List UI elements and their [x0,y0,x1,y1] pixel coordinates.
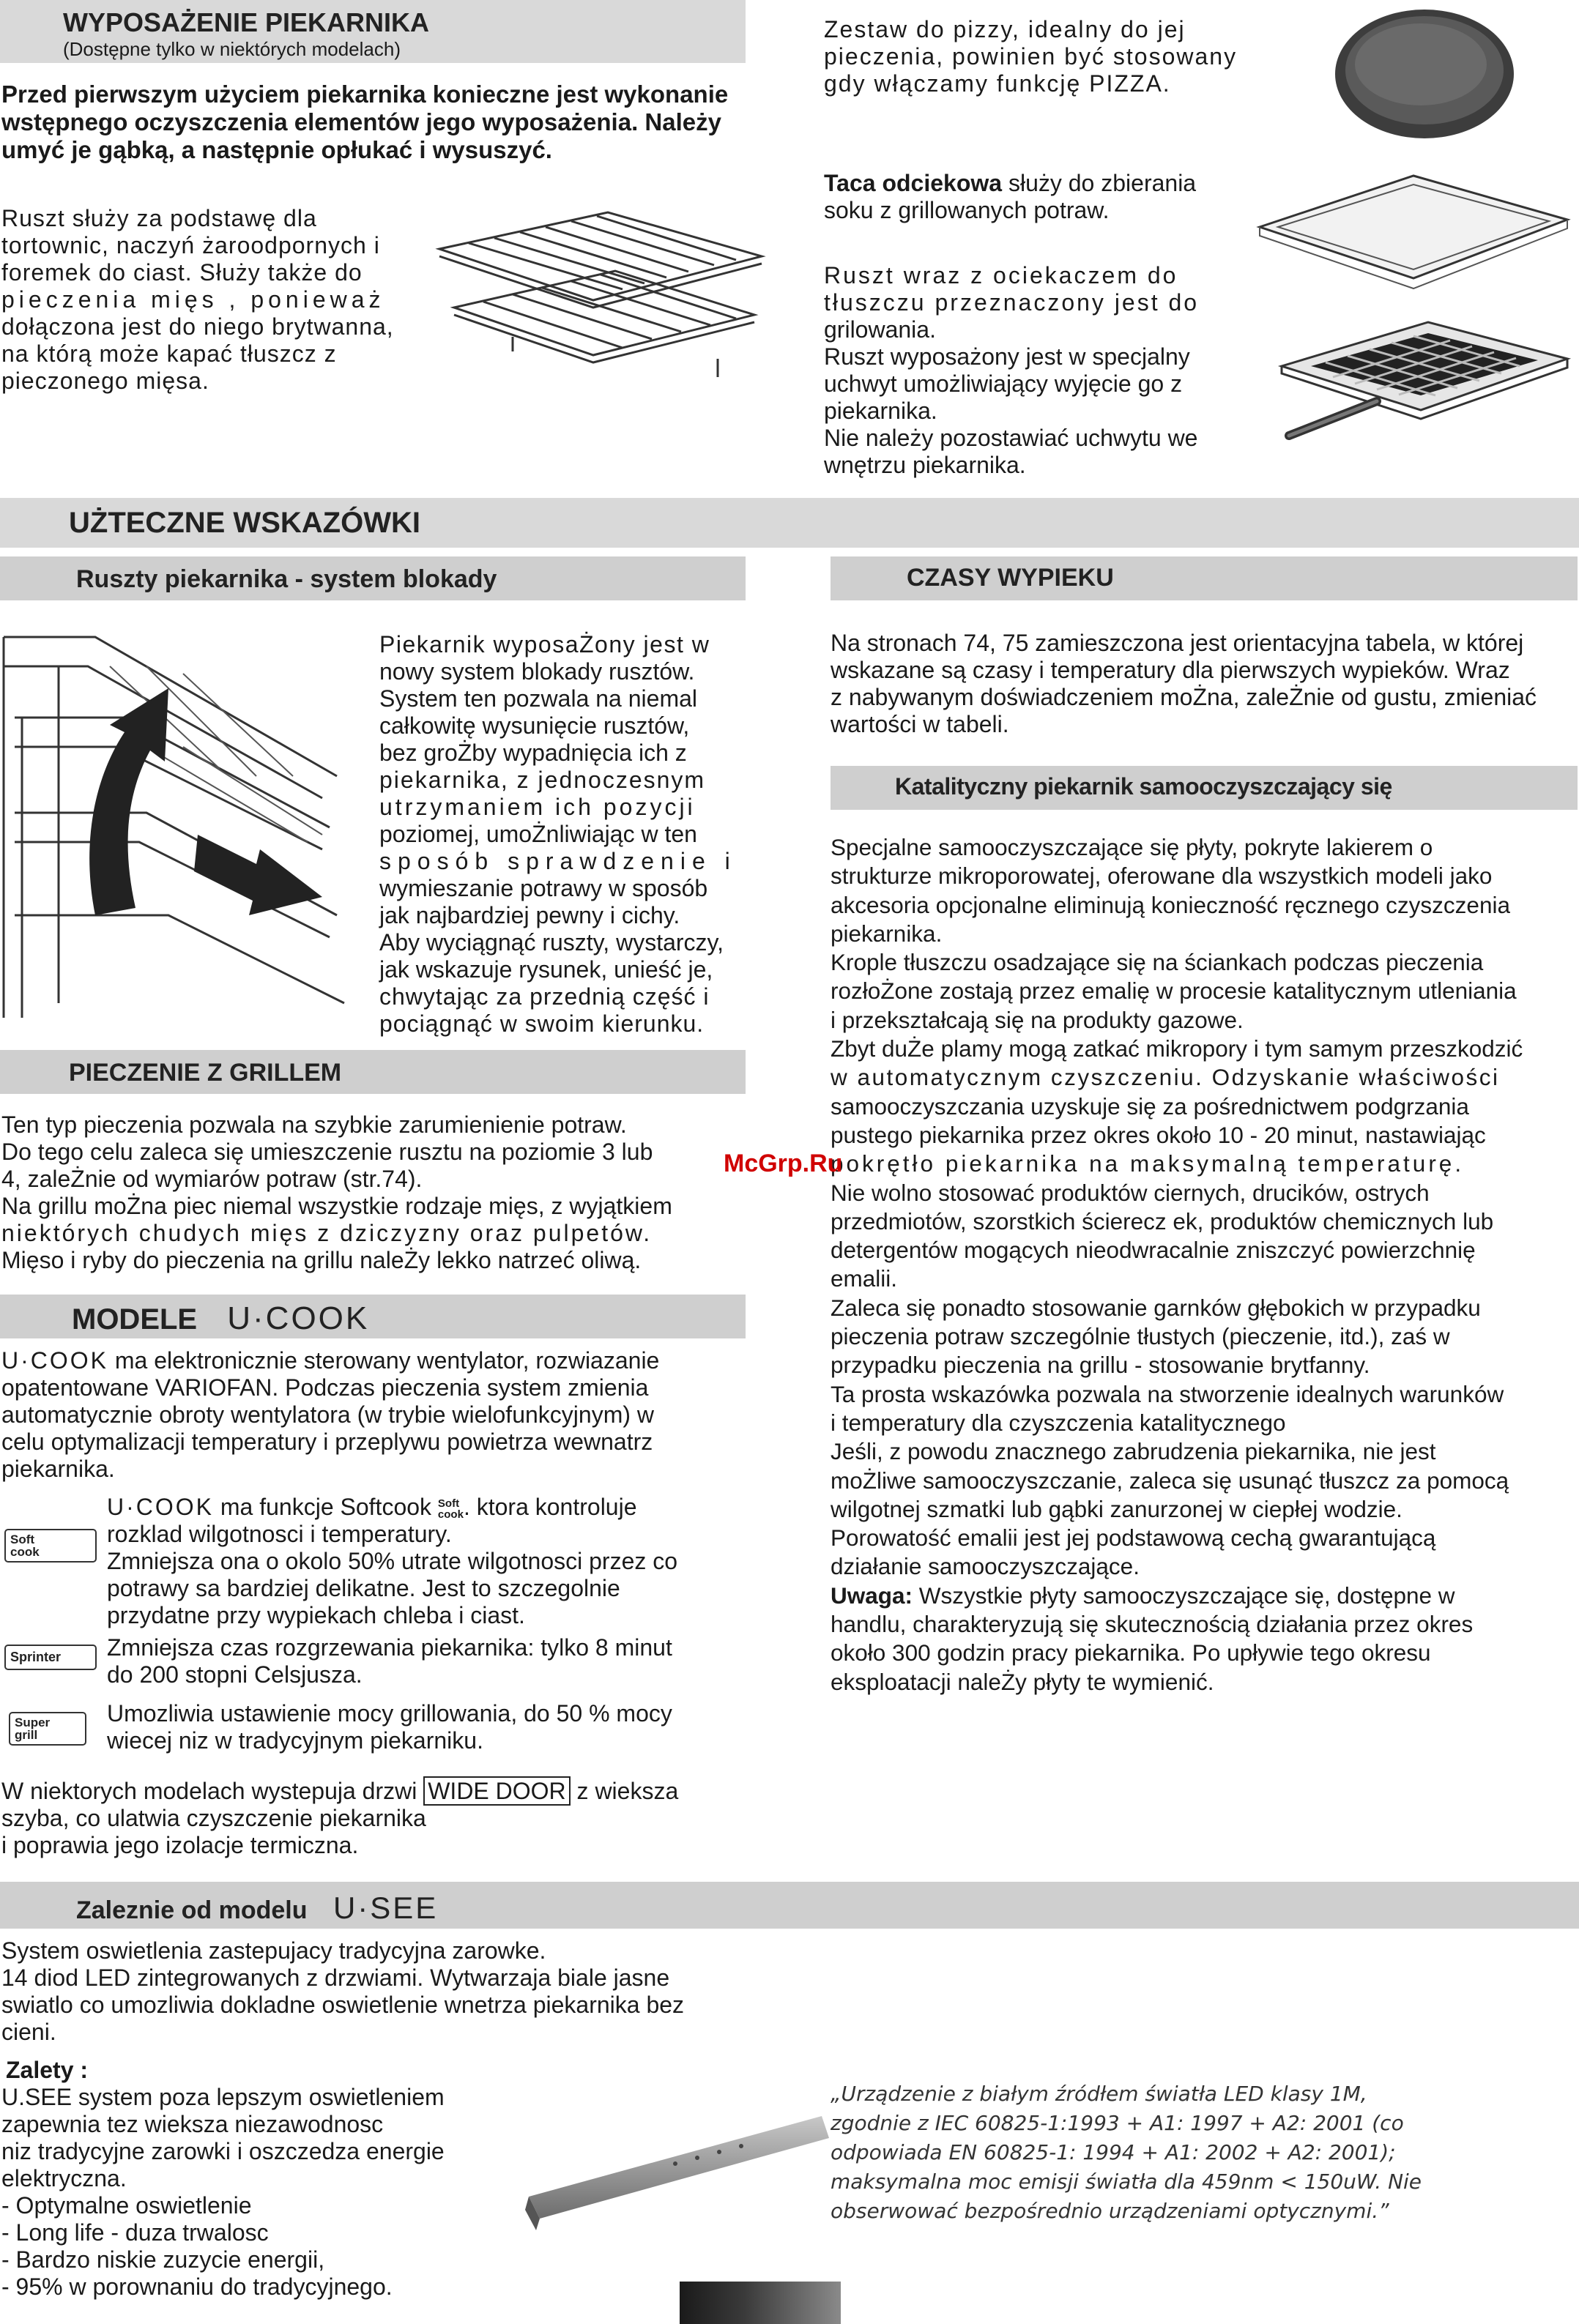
wire-rack-illustration [425,198,769,388]
catalytic-title: Katalityczny piekarnik samooczyszczający się [895,773,1392,800]
supergrill-icon-line: Super [15,1716,51,1729]
text-line: wymieszanie potrawy w sposób [379,875,708,901]
text-line: wskazane są czasy i temperatury dla pierwszych wypieków. Wraz [831,657,1510,683]
text-line: detergentów mogących nieodwracalnie zniszczyć powierzchnię [831,1237,1476,1264]
text-line: pieczenia mięs , ponieważ [1,286,385,313]
text-line: Zmniejsza ona o okolo 50% utrate wilgotnosci przez co [107,1548,678,1574]
text-line: utrzymaniem ich pozycji [379,794,696,820]
note-line: zgodnie z IEC 60825-1:1993 + A1: 1997 + A2: 2001 (co [831,2111,1404,2135]
ucook-intro [1,1347,748,1483]
usee-title [76,1891,438,1926]
text-line: pieczenia potraw szczególnie tłustych (pieczenie, itd.), zaś w [831,1323,1450,1350]
grill-rack-description [824,262,1278,479]
text-line: z nabywanym doświadczeniem moŻna, zaleŻnie od gustu, zmieniać [831,684,1537,710]
pizza-tray-illustration [1329,4,1520,151]
rack-lock-description [379,631,749,1038]
text-line [1,1778,763,1805]
text-line: Piekarnik wyposaŻony jest w [379,631,710,658]
text-line: samooczyszczania uzyskuje się za pośrednictwem podgrzania [831,1092,1469,1120]
text-line: dołączona jest do niego brytwanna, [1,313,394,340]
usee-advantages-title: Zalety : [6,2057,89,2083]
softcook-text-a: ma funkcje Softcook [214,1494,438,1520]
text-line: do 200 stopni Celsjusza. [107,1661,363,1688]
wide-door-text-a: W niektorych modelach wystepuja drzwi [1,1778,424,1804]
ucook-title-prefix: MODELE [72,1303,198,1336]
text-line: gdy włączamy funkcję PIZZA. [824,70,1171,97]
softcook-icon [4,1529,97,1563]
text-line: - Long life - duza trwalosc [1,2219,269,2246]
text-line: nowy system blokady rusztów. [379,658,695,685]
text-line [107,1494,759,1521]
text-line: Aby wyciągnąć ruszty, wystarczy, [379,929,724,956]
text-line: Ruszt służy za podstawę dla [1,205,317,231]
text-line: rozłoŻone zostają przez emalię w procesie katalitycznym utleniania [831,977,1517,1005]
rack-description [1,205,412,395]
text-line: piekarnika. [1,1456,115,1482]
softcook-text-b: . ktora kontroluje [463,1494,637,1520]
text-line: Nie wolno stosować produktów ciernych, drucików, ostrych [831,1179,1430,1206]
text-line: uchwyt umożliwiający wyjęcie go z [824,370,1183,397]
text-line [831,1582,1578,1610]
text-line: i temperatury dla czyszczenia katalitycznego [831,1409,1286,1436]
text-line: emalii. [831,1265,898,1292]
drip-tray-illustration [1245,154,1579,300]
text-line: Nie należy pozostawiać uchwytu we [824,425,1198,451]
text-line: soku z grillowanych potraw. [824,197,1110,223]
text-line: Porowatość emalii jest jej podstawową cechą gwarantującą [831,1524,1436,1552]
text-line: Krople tłuszczu osadzające się na ściankach podczas pieczenia [831,949,1484,976]
text-line: pieczonego mięsa. [1,368,209,394]
softcook-inline-icon-line: cook [437,1508,464,1521]
text-line: wilgotnej szmatki lub gąbki zanurzonej w ciepłej wodzie. [831,1495,1402,1522]
text-line: System ten pozwala na niemal [379,685,697,712]
text-line: grilowania. [824,316,936,343]
text-line: akcesoria opcjonalne eliminują konieczność ręcznego czyszczenia [831,891,1510,918]
text-line: tortownic, naczyń żaroodpornych i [1,232,380,258]
text-line: Specjalne samooczyszczające się płyty, pokryte lakierem o [831,834,1433,860]
drip-tray-description [824,170,1263,224]
text-line: swiatlo co umozliwia dokladne oswietlenie wnetrza piekarnika bez [1,1992,685,2018]
text-line: przydatne przy wypiekach chleba i ciast. [107,1602,525,1628]
text-line: - Optymalne oswietlenie [1,2192,252,2219]
softcook-inline-icon [438,1498,464,1520]
text-line [824,170,1263,197]
text-line: jak wskazuje rysunek, unieść je, [379,956,713,983]
wide-door-box: WIDE DOOR [423,1776,570,1806]
text-line: foremek do ciast. Służy także do [1,259,363,286]
text-line: rozklad wilgotnosci i temperatury. [107,1521,452,1547]
text-line: Ruszt wraz z ociekaczem do [824,262,1178,288]
note-line: maksymalna moc emisji światła dla 459nm < 150uW. Nie [831,2170,1422,2194]
text-line: pieczenia, powinien być stosowany [824,43,1238,70]
text-line: niektórych chudych mięs z dziczyzny oraz pulpetów. [1,1220,653,1246]
text-line: pokrętło piekarnika na maksymalną temperaturę. [831,1150,1465,1177]
tips-title: UŻTECZNE WSKAZÓWKI [69,507,420,539]
ucook-brand-inline: U·COOK [1,1347,108,1374]
text-line: automatycznie obroty wentylatora (w trybie wielofunkcyjnym) w [1,1401,654,1428]
text-line: pociągnąć w swoim kierunku. [379,1010,705,1037]
supergrill-description [107,1700,759,1754]
sprinter-description [107,1634,759,1688]
accessories-lead [1,81,748,164]
catalytic-description [831,833,1578,1697]
rack-lock-diagram [0,622,352,1032]
ucook-brand-inline: U·COOK [107,1494,214,1520]
text-line: przedmiotów, szorstkich ścierecz ek, produktów chemicznych lub [831,1207,1494,1234]
text-line: Zmniejsza czas rozgrzewania piekarnika: tylko 8 minut [107,1634,672,1661]
text-line: wartości w tabeli. [831,711,1009,737]
text-line: handlu, charakteryzują się skutecznością działania przez okres [831,1611,1474,1638]
supergrill-icon [9,1712,86,1746]
supergrill-icon-line: grill [15,1728,38,1742]
cooking-times-title: CZASY WYPIEKU [907,564,1114,592]
text-line: przypadku pieczenia na grillu - stosowanie brytfanny. [831,1352,1370,1379]
text-line: Ta prosta wskazówka pozwala na stworzenie idealnych warunków [831,1380,1504,1407]
text-line: moŻliwe samooczyszczanie, zaleca się usunąć tłuszcz za pomocą [831,1467,1509,1494]
text-line: sposób sprawdzenie i [379,848,737,874]
sprinter-icon [4,1645,97,1670]
ucook-intro-first: ma elektronicznie sterowany wentylator, rozwiazanie [108,1347,660,1374]
text-line: eksploatacji naleŻy płyty te wymienić. [831,1668,1214,1695]
text-line: Mięso i ryby do pieczenia na grillu naleŻy lekko natrzeć oliwą. [1,1247,642,1273]
text-line: chwytając za przednią część i [379,983,710,1010]
text-line: Ruszt wyposażony jest w specjalny [824,343,1190,370]
text-line: i poprawia jego izolacje termiczna. [1,1832,359,1858]
text-line: w automatycznym czyszczeniu. Odzyskanie właściwości [831,1064,1500,1091]
text-line: Zestaw do pizzy, idealny do jej [824,16,1186,42]
led-safety-note [831,2079,1563,2226]
usee-title-prefix: Zaleznie od modelu [76,1896,308,1924]
text-line: Na stronach 74, 75 zamieszczona jest orientacyjna tabela, w której [831,630,1524,656]
rack-lock-title: Ruszty piekarnika - system blokady [76,565,497,593]
text-line: cieni. [1,2019,56,2045]
text-line: zapewnia tez wieksza niezawodnosc [1,2111,384,2137]
note-line: „Urządzenie z białym źródłem światła LED klasy 1M, [831,2082,1367,2106]
text-line: poziomej, umoŻnliwiając w ten [379,821,697,847]
text-line: celu optymalizacji temperatury i przeplywu powietrza wewnatrz [1,1429,653,1455]
usee-advantages [1,2084,558,2301]
ucook-brand: U·COOK [227,1300,370,1336]
page-bottom-tab [680,2282,841,2324]
softcook-inline-icon-line: Soft [437,1497,460,1510]
note-line: obserwować bezpośrednio urządzeniami optycznymi.” [831,2199,1389,2223]
text-line: piekarnika, z jednoczesnym [379,767,706,793]
text-line: opatentowane VARIOFAN. Podczas pieczenia system zmienia [1,1374,649,1401]
ucook-title [72,1300,369,1337]
text-line: 4, zaleŻnie od wymiarów potraw (str.74). [1,1166,423,1192]
text-line: strukturze mikroporowatej, oferowane dla wszystkich modeli jako [831,863,1493,890]
text-line: Umozliwia ustawienie mocy grillowania, do 50 % mocy [107,1700,672,1727]
softcook-description [107,1494,759,1629]
text-line: U.SEE system poza lepszym oswietleniem [1,2084,445,2110]
accessories-title: WYPOSAŻENIE PIEKARNIKA [63,7,430,37]
text-line: - Bardzo niskie zuzycie energii, [1,2246,325,2273]
warning-text: Wszystkie płyty samooczyszczające się, dostępne w [913,1582,1455,1609]
text-line: bez groŻby wypadnięcia ich z [379,740,687,766]
text-line: szyba, co ulatwia czyszczenie piekarnika [1,1805,426,1831]
sprinter-icon-label: Sprinter [10,1650,62,1664]
led-strip-illustration [521,2087,844,2233]
note-line: odpowiada EN 60825-1: 1994 + A1: 2002 + A2: 2001); [831,2140,1396,2164]
text-line: elektryczna. [1,2165,127,2191]
text-line: i przekształcają się na produkty gazowe. [831,1006,1244,1033]
drip-tray-text: służy do zbierania [1002,170,1197,196]
accessories-lead-line: Przed pierwszym użyciem piekarnika konieczne jest wykonanie [1,81,729,108]
text-line: Zbyt duŻe plamy mogą zatkać mikropory i tym samym przeszkodzić [831,1035,1523,1062]
text-line: około 300 godzin pracy piekarnika. Po upływie tego okresu [831,1639,1431,1666]
cooking-times-description [831,630,1578,738]
softcook-icon-line: Soft [10,1532,35,1546]
text-line: piekarnika. [824,398,937,424]
accessories-subtitle: (Dostępne tylko w niektórych modelach) [63,38,401,60]
softcook-icon-line: cook [10,1545,40,1559]
text-line: wnętrzu piekarnika. [824,452,1026,478]
text-line [1,1347,748,1374]
text-line: Na grillu moŻna piec niemal wszystkie rodzaje mięs, z wyjątkiem [1,1193,672,1219]
text-line: Jeśli, z powodu znacznego zabrudzenia piekarnika, nie jest [831,1438,1436,1465]
warning-label: Uwaga: [831,1582,913,1609]
text-line: tłuszczu przeznaczony jest do [824,289,1200,316]
text-line: na którą może kapać tłuszcz z [1,340,337,367]
grill-description [1,1111,748,1274]
text-line: - 95% w porownaniu do tradycyjnego. [1,2273,393,2300]
text-line: System oswietlenia zastepujacy tradycyjna zarowke. [1,1937,546,1964]
text-line: Zaleca się ponadto stosowanie garnków głębokich w przypadku [831,1294,1481,1321]
text-line: pustego piekarnika przez okres około 10 - 20 minut, nastawiając [831,1121,1486,1148]
text-line: 14 diod LED zintegrowanych z drzwiami. Wytwarzaja biale jasne [1,1964,670,1991]
accessories-lead-line: umyć je gąbką, a następnie opłukać i wysuszyć. [1,136,552,163]
wide-door-description [1,1778,763,1859]
text-line: Ten typ pieczenia pozwala na szybkie zarumienienie potraw. [1,1111,627,1138]
text-line: potrawy sa bardziej delikatne. Jest to szczegolnie [107,1575,620,1601]
text-line: jak najbardziej pewny i cichy. [379,902,680,928]
accessories-lead-line: wstępnego oczyszczenia elementów jego wyposażenia. Należy [1,108,721,135]
text-line: działanie samooczyszczające. [831,1553,1140,1580]
text-line: piekarnika. [831,920,943,947]
wide-door-text-b: z wieksza [570,1778,679,1804]
grill-title: PIECZENIE Z GRILLEM [69,1059,342,1087]
pizza-description [824,16,1263,97]
text-line: całkowitę wysunięcie rusztów, [379,712,690,739]
text-line: Do tego celu zaleca się umieszczenie rusztu na poziomie 3 lub [1,1139,653,1165]
watermark: McGrp.Ru [724,1150,843,1177]
usee-brand: U·SEE [332,1891,439,1925]
drip-tray-label: Taca odciekowa [824,170,1003,196]
grill-rack-illustration [1267,308,1575,454]
usee-description [1,1937,763,2046]
text-line: niz tradycyjne zarowki i oszczedza energie [1,2138,445,2164]
text-line: wiecej niz w tradycyjnym piekarniku. [107,1727,483,1754]
